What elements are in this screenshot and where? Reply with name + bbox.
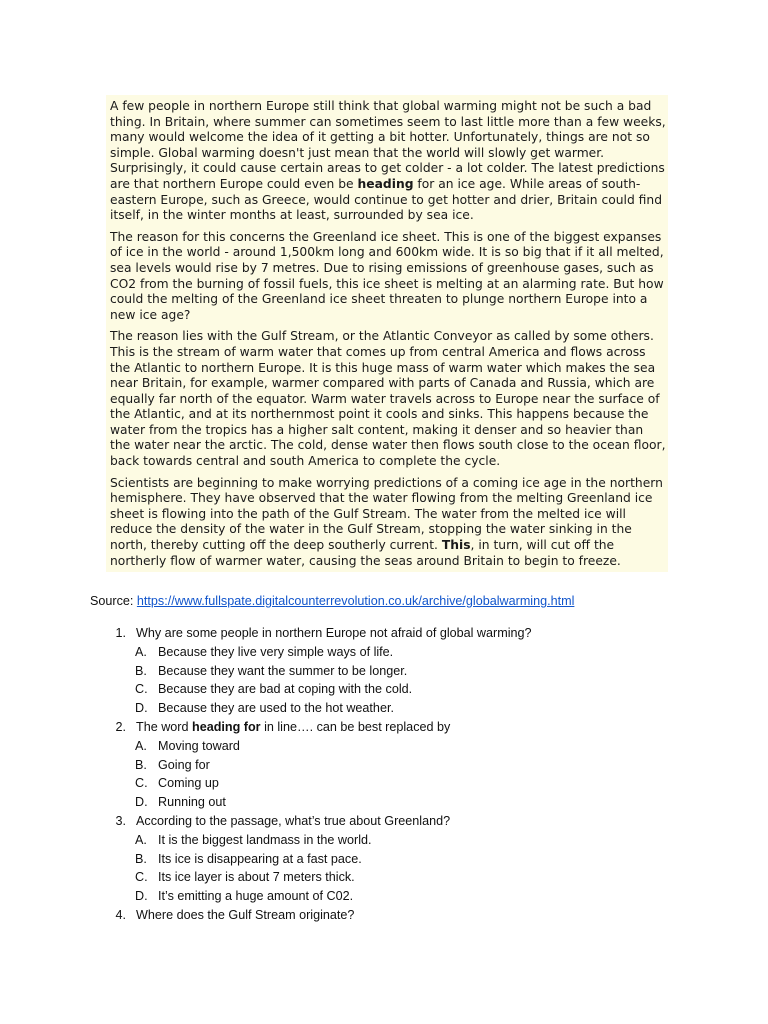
highlight-word-heading: heading bbox=[357, 176, 414, 191]
question-3-option-a[interactable] bbox=[110, 831, 670, 850]
question-number: 4. bbox=[115, 907, 126, 922]
option-text: Because they are used to the hot weather. bbox=[158, 701, 394, 716]
option-text: Because they live very simple ways of life. bbox=[158, 644, 394, 659]
option-letter: D. bbox=[135, 795, 148, 810]
reading-passage bbox=[106, 95, 668, 572]
source-link[interactable]: https://www.fullspate.digitalcounterrevolution.co.uk/archive/globalwarming.html bbox=[136, 594, 575, 608]
option-letter: D. bbox=[135, 701, 148, 716]
option-letter: B. bbox=[135, 663, 147, 678]
question-2-option-a[interactable] bbox=[110, 737, 670, 756]
question-3-option-b[interactable] bbox=[110, 850, 670, 869]
option-letter: A. bbox=[135, 832, 147, 847]
option-letter: B. bbox=[135, 757, 147, 772]
option-letter: D. bbox=[135, 889, 148, 904]
option-text: It is the biggest landmass in the world. bbox=[158, 832, 372, 847]
option-text: Going for bbox=[158, 757, 210, 772]
option-letter: C. bbox=[135, 870, 148, 885]
option-text: Its ice layer is about 7 meters thick. bbox=[158, 870, 355, 885]
question-2-option-b[interactable] bbox=[110, 756, 670, 775]
source-label: Source: bbox=[90, 594, 137, 608]
question-2: 2. The word heading for in line…. can be best replaced by bbox=[110, 718, 670, 737]
question-text: Why are some people in northern Europe not afraid of global warming? bbox=[136, 626, 532, 640]
question-text: According to the passage, what’s true about Greenland? bbox=[136, 813, 451, 828]
option-letter: A. bbox=[135, 644, 147, 659]
option-letter: C. bbox=[135, 682, 148, 697]
passage-paragraph-1: A few people in northern Europe still think that global warming might not be such a bad thing. In Britain, where summer can sometimes seem to last little more than a few weeks, many would welcome the idea of it getting a bit hotter. Unfortunately, things are not so simple. Global warming doesn't just mean that the world will slowly get warmer. Surprisingly, it could cause certain areas to get colder - a lot colder. The latest predictions are that northern Europe could even be heading for an ice age. While areas of south-eastern Europe, such as Greece, would continue to get hotter and drier, Britain could find itself, in the winter months at least, surrounded by sea ice. bbox=[110, 99, 666, 223]
question-number: 1. bbox=[115, 626, 126, 640]
question-1-option-b[interactable] bbox=[110, 662, 670, 681]
question-1-option-d[interactable] bbox=[110, 699, 670, 718]
question-4 bbox=[110, 906, 670, 925]
option-letter: C. bbox=[135, 776, 148, 791]
question-1 bbox=[110, 624, 670, 643]
option-text: It’s emitting a huge amount of C02. bbox=[158, 889, 354, 904]
question-list bbox=[110, 624, 670, 925]
question-3-option-c[interactable] bbox=[110, 868, 670, 887]
question-2-option-c[interactable] bbox=[110, 774, 670, 793]
option-text: Its ice is disappearing at a fast pace. bbox=[158, 851, 362, 866]
option-text: Running out bbox=[158, 795, 226, 810]
question-1-option-c[interactable] bbox=[110, 680, 670, 699]
passage-paragraph-3: The reason lies with the Gulf Stream, or the Atlantic Conveyor as called by some others. This is the stream of warm water that comes up from central America and flows across the Atlantic to northern Europe. It is this huge mass of warm water which makes the sea near Britain, for example, warmer compared with parts of Canada and Russia, which are equally far north of the equator. Warm water travels across to Europe near the surface of the Atlantic, and at its northernmost point it cools and sinks. This happens because the water from the tropics has a higher salt content, making it denser and so heavier than the water near the arctic. The cold, dense water then flows south close to the ocean floor, back towards central and south America to complete the cycle. bbox=[110, 329, 666, 469]
question-text: Where does the Gulf Stream originate? bbox=[136, 907, 355, 922]
question-3 bbox=[110, 812, 670, 831]
option-letter: B. bbox=[135, 851, 147, 866]
question-bold-phrase: heading for bbox=[192, 719, 261, 734]
question-number: 3. bbox=[115, 813, 126, 828]
source-line bbox=[90, 594, 574, 608]
option-text: Moving toward bbox=[158, 738, 240, 753]
question-number: 2. bbox=[115, 719, 126, 734]
passage-paragraph-4: Scientists are beginning to make worrying predictions of a coming ice age in the northern hemisphere. They have observed that the water flowing from the melting Greenland ice sheet is flowing into the path of the Gulf Stream. The water from the melted ice will reduce the density of the water in the Gulf Stream, stopping the water sinking in the north, thereby cutting off the deep southerly current. This, in turn, will cut off the northerly flow of warmer water, causing the seas around Britain to begin to freeze. bbox=[110, 475, 663, 568]
option-text: Coming up bbox=[158, 776, 219, 791]
question-3-option-d[interactable] bbox=[110, 887, 670, 906]
highlight-word-this: This bbox=[441, 538, 471, 553]
passage-paragraph-2: The reason for this concerns the Greenland ice sheet. This is one of the biggest expanses of ice in the world - around 1,500km long and 600km wide. It is so big that if it all melted, sea levels would rise by 7 metres. Due to rising emissions of greenhouse gases, such as CO2 from the burning of fossil fuels, this ice sheet is melting at an alarming rate. But how could the melting of the Greenland ice sheet threaten to plunge northern Europe into a new ice age? bbox=[110, 229, 664, 322]
question-2-option-d[interactable] bbox=[110, 793, 670, 812]
option-letter: A. bbox=[135, 738, 147, 753]
option-text: Because they want the summer to be longer. bbox=[158, 663, 408, 678]
option-text: Because they are bad at coping with the cold. bbox=[158, 682, 413, 697]
question-1-option-a[interactable] bbox=[110, 643, 670, 662]
